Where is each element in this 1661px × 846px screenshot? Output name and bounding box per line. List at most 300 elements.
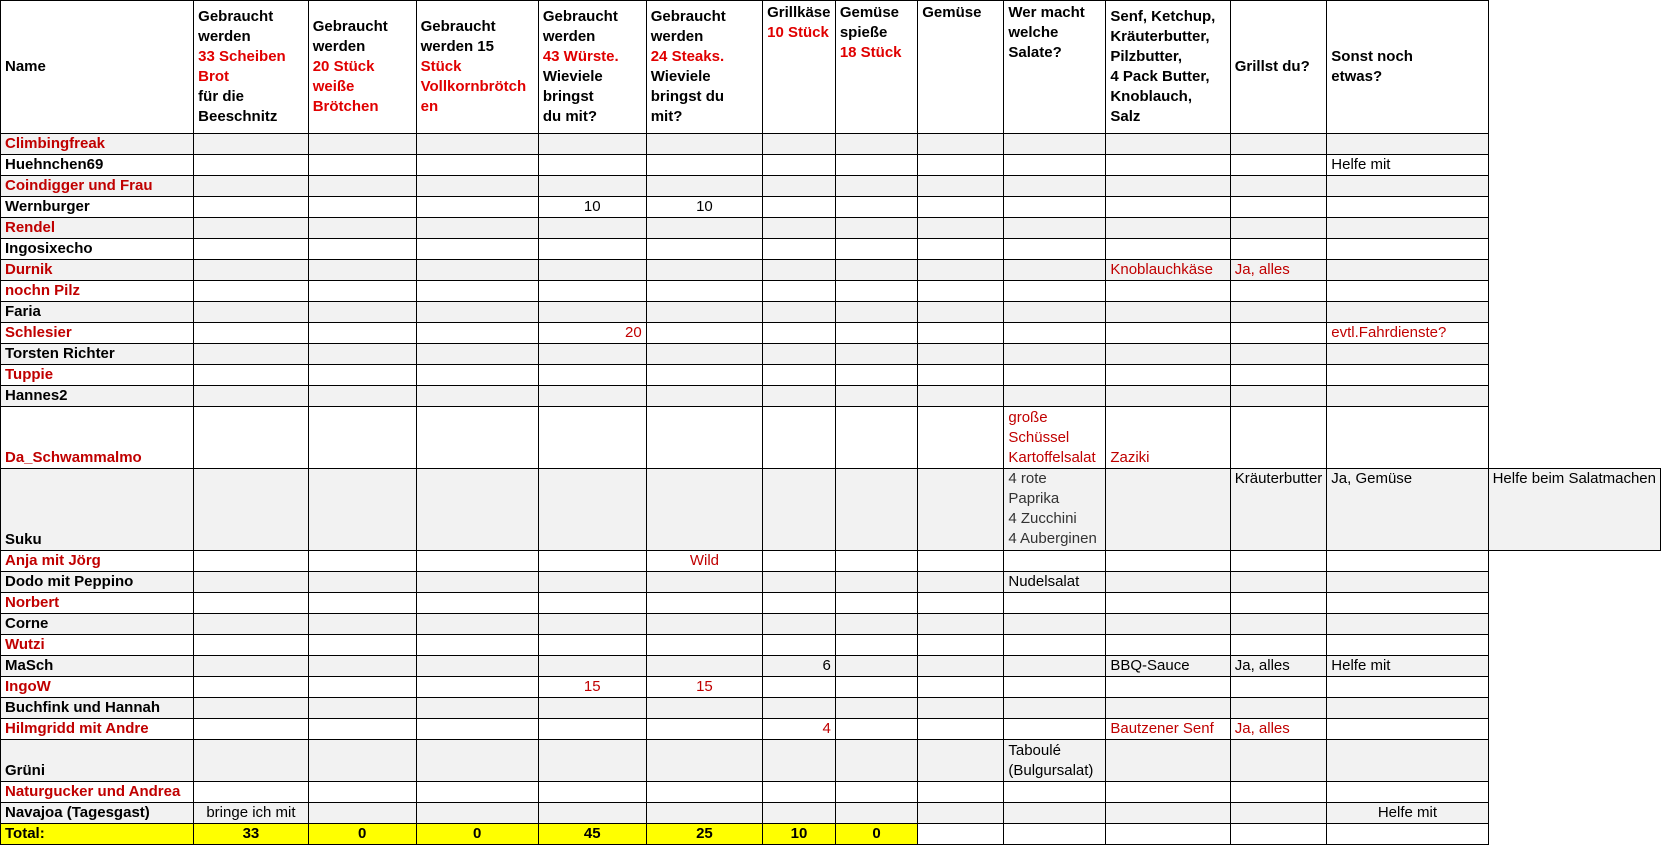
cell-weisse-broetchen[interactable]	[308, 302, 416, 323]
participant-name[interactable]: Wutzi	[1, 635, 194, 656]
cell-senf-ketchup[interactable]	[1106, 323, 1230, 344]
cell-gemuesespiesse[interactable]	[835, 239, 917, 260]
cell-gemuese[interactable]	[918, 407, 1004, 469]
cell-gemuese[interactable]	[918, 176, 1004, 197]
cell-weisse-broetchen[interactable]	[308, 635, 416, 656]
participant-name[interactable]: Ingosixecho	[1, 239, 194, 260]
cell-brot[interactable]	[194, 176, 309, 197]
cell-gemuese[interactable]	[918, 593, 1004, 614]
cell-salate[interactable]	[1004, 656, 1106, 677]
cell-senf-ketchup[interactable]: BBQ-Sauce	[1106, 656, 1230, 677]
cell-sonst-noch[interactable]	[1327, 698, 1488, 719]
cell-vollkornbroetchen[interactable]	[416, 635, 538, 656]
cell-grillst-du[interactable]	[1230, 218, 1327, 239]
cell-grillst-du[interactable]	[1230, 365, 1327, 386]
cell-wuerste[interactable]	[538, 407, 646, 469]
cell-vollkornbroetchen[interactable]	[416, 782, 538, 803]
cell-grillkaese[interactable]	[763, 551, 836, 572]
participant-name[interactable]: Grüni	[1, 740, 194, 782]
cell-senf-ketchup[interactable]	[1106, 197, 1230, 218]
cell-sonst-noch[interactable]	[1327, 218, 1488, 239]
cell-grillkaese[interactable]	[763, 469, 836, 551]
cell-senf-ketchup[interactable]	[1106, 803, 1230, 824]
cell-grillst-du[interactable]	[1230, 803, 1327, 824]
cell-wuerste[interactable]: 10	[538, 197, 646, 218]
cell-sonst-noch[interactable]: Helfe mit	[1327, 656, 1488, 677]
participant-name[interactable]: Norbert	[1, 593, 194, 614]
column-header-gemuesespiesse[interactable]	[835, 1, 917, 134]
cell-grillkaese[interactable]	[763, 260, 836, 281]
cell-steaks[interactable]	[646, 469, 762, 551]
cell-sonst-noch[interactable]	[1327, 239, 1488, 260]
cell-wuerste[interactable]	[538, 365, 646, 386]
cell-grillkaese[interactable]	[763, 155, 836, 176]
cell-sonst-noch[interactable]	[1327, 677, 1488, 698]
participant-name[interactable]: Hannes2	[1, 386, 194, 407]
participant-name[interactable]: Rendel	[1, 218, 194, 239]
cell-vollkornbroetchen[interactable]	[416, 197, 538, 218]
cell-gemuese[interactable]	[918, 740, 1004, 782]
cell-wuerste[interactable]	[538, 635, 646, 656]
cell-weisse-broetchen[interactable]	[308, 407, 416, 469]
cell-grillst-du[interactable]	[1230, 176, 1327, 197]
cell-gemuese[interactable]	[918, 572, 1004, 593]
cell-steaks[interactable]: Wild	[646, 551, 762, 572]
cell-steaks[interactable]	[646, 365, 762, 386]
cell-senf-ketchup[interactable]	[1106, 469, 1230, 551]
cell-grillkaese[interactable]	[763, 803, 836, 824]
participant-name[interactable]: Dodo mit Peppino	[1, 572, 194, 593]
cell-brot[interactable]	[194, 572, 309, 593]
cell-grillst-du[interactable]	[1230, 344, 1327, 365]
cell-steaks[interactable]	[646, 218, 762, 239]
cell-steaks[interactable]	[646, 635, 762, 656]
cell-weisse-broetchen[interactable]	[308, 176, 416, 197]
cell-grillst-du[interactable]	[1230, 635, 1327, 656]
cell-gemuesespiesse[interactable]	[835, 698, 917, 719]
cell-grillst-du[interactable]	[1230, 197, 1327, 218]
cell-gemuesespiesse[interactable]	[835, 740, 917, 782]
cell-steaks[interactable]	[646, 134, 762, 155]
cell-gemuesespiesse[interactable]	[835, 719, 917, 740]
cell-grillkaese[interactable]	[763, 365, 836, 386]
cell-steaks[interactable]	[646, 407, 762, 469]
cell-weisse-broetchen[interactable]	[308, 572, 416, 593]
column-header-wuerste[interactable]	[538, 1, 646, 134]
participant-name[interactable]: Schlesier	[1, 323, 194, 344]
cell-salate[interactable]	[1004, 197, 1106, 218]
cell-brot[interactable]	[194, 469, 309, 551]
cell-vollkornbroetchen[interactable]	[416, 260, 538, 281]
cell-salate[interactable]	[1004, 469, 1106, 551]
column-header-salate[interactable]	[1004, 1, 1106, 134]
participant-name[interactable]: Coindigger und Frau	[1, 176, 194, 197]
cell-gemuese[interactable]	[918, 698, 1004, 719]
cell-vollkornbroetchen[interactable]	[416, 407, 538, 469]
cell-gemuese[interactable]	[918, 719, 1004, 740]
cell-sonst-noch[interactable]	[1327, 197, 1488, 218]
cell-senf-ketchup[interactable]	[1106, 239, 1230, 260]
cell-salate[interactable]	[1004, 614, 1106, 635]
cell-steaks[interactable]	[646, 572, 762, 593]
cell-senf-ketchup[interactable]	[1106, 740, 1230, 782]
cell-gemuesespiesse[interactable]	[835, 302, 917, 323]
participant-name[interactable]: Torsten Richter	[1, 344, 194, 365]
column-header-gemuese[interactable]	[918, 1, 1004, 134]
cell-vollkornbroetchen[interactable]	[416, 698, 538, 719]
cell-weisse-broetchen[interactable]	[308, 323, 416, 344]
cell-senf-ketchup[interactable]	[1106, 698, 1230, 719]
cell-senf-ketchup[interactable]	[1106, 551, 1230, 572]
cell-weisse-broetchen[interactable]	[308, 260, 416, 281]
cell-brot[interactable]	[194, 740, 309, 782]
cell-weisse-broetchen[interactable]	[308, 593, 416, 614]
cell-grillst-du[interactable]	[1230, 572, 1327, 593]
cell-brot[interactable]	[194, 344, 309, 365]
cell-brot[interactable]	[194, 719, 309, 740]
cell-grillkaese[interactable]	[763, 302, 836, 323]
cell-vollkornbroetchen[interactable]	[416, 218, 538, 239]
cell-grillkaese[interactable]	[763, 635, 836, 656]
participant-name[interactable]: Tuppie	[1, 365, 194, 386]
cell-vollkornbroetchen[interactable]	[416, 239, 538, 260]
cell-steaks[interactable]	[646, 656, 762, 677]
cell-sonst-noch[interactable]: Helfe mit	[1327, 155, 1488, 176]
cell-weisse-broetchen[interactable]	[308, 656, 416, 677]
cell-grillkaese[interactable]	[763, 740, 836, 782]
cell-senf-ketchup[interactable]	[1106, 593, 1230, 614]
cell-grillst-du[interactable]	[1230, 134, 1327, 155]
cell-grillst-du[interactable]	[1230, 782, 1327, 803]
participant-name[interactable]: Buchfink und Hannah	[1, 698, 194, 719]
cell-gemuese[interactable]	[918, 656, 1004, 677]
column-header-name[interactable]	[1, 1, 194, 134]
cell-weisse-broetchen[interactable]	[308, 614, 416, 635]
cell-vollkornbroetchen[interactable]	[416, 719, 538, 740]
cell-salate[interactable]	[1004, 740, 1106, 782]
cell-weisse-broetchen[interactable]	[308, 677, 416, 698]
cell-grillkaese[interactable]	[763, 176, 836, 197]
cell-gemuese[interactable]	[918, 803, 1004, 824]
cell-senf-ketchup[interactable]: Zaziki	[1106, 407, 1230, 469]
cell-gemuese[interactable]	[918, 302, 1004, 323]
cell-sonst-noch[interactable]	[1327, 635, 1488, 656]
cell-grillst-du[interactable]	[1230, 593, 1327, 614]
cell-senf-ketchup[interactable]	[1106, 134, 1230, 155]
cell-wuerste[interactable]	[538, 698, 646, 719]
cell-vollkornbroetchen[interactable]	[416, 677, 538, 698]
participant-name[interactable]: Climbingfreak	[1, 134, 194, 155]
cell-grillkaese[interactable]	[763, 698, 836, 719]
cell-grillst-du[interactable]: Ja, alles	[1230, 656, 1327, 677]
cell-wuerste[interactable]: 20	[538, 323, 646, 344]
cell-gemuese[interactable]	[918, 782, 1004, 803]
cell-brot[interactable]	[194, 551, 309, 572]
cell-brot[interactable]	[194, 614, 309, 635]
cell-vollkornbroetchen[interactable]	[416, 386, 538, 407]
cell-salate[interactable]: Nudelsalat	[1004, 572, 1106, 593]
cell-steaks[interactable]	[646, 155, 762, 176]
cell-wuerste[interactable]	[538, 134, 646, 155]
cell-sonst-noch[interactable]	[1327, 386, 1488, 407]
cell-wuerste[interactable]	[538, 656, 646, 677]
cell-gemuese[interactable]	[918, 239, 1004, 260]
cell-steaks[interactable]	[646, 260, 762, 281]
cell-brot[interactable]	[194, 218, 309, 239]
cell-wuerste[interactable]	[538, 155, 646, 176]
cell-vollkornbroetchen[interactable]	[416, 614, 538, 635]
cell-grillst-du[interactable]: Kräuterbutter	[1230, 469, 1327, 551]
cell-gemuese[interactable]	[918, 218, 1004, 239]
cell-gemuese[interactable]	[918, 614, 1004, 635]
cell-gemuese[interactable]	[918, 260, 1004, 281]
column-header-senf-ketchup[interactable]	[1106, 1, 1230, 134]
cell-grillkaese[interactable]	[763, 782, 836, 803]
cell-brot[interactable]	[194, 386, 309, 407]
cell-vollkornbroetchen[interactable]	[416, 134, 538, 155]
cell-wuerste[interactable]	[538, 740, 646, 782]
cell-brot[interactable]	[194, 635, 309, 656]
cell-gemuese[interactable]	[918, 134, 1004, 155]
cell-wuerste[interactable]	[538, 469, 646, 551]
cell-brot[interactable]	[194, 593, 309, 614]
cell-gemuese[interactable]	[918, 551, 1004, 572]
cell-gemuesespiesse[interactable]	[835, 635, 917, 656]
cell-sonst-noch[interactable]	[1327, 302, 1488, 323]
cell-grillst-du[interactable]	[1230, 302, 1327, 323]
cell-steaks[interactable]	[646, 302, 762, 323]
cell-gemuesespiesse[interactable]	[835, 365, 917, 386]
cell-weisse-broetchen[interactable]	[308, 134, 416, 155]
participant-name[interactable]: Anja mit Jörg	[1, 551, 194, 572]
cell-sonst-noch[interactable]	[1327, 719, 1488, 740]
cell-senf-ketchup[interactable]	[1106, 302, 1230, 323]
cell-senf-ketchup[interactable]: Bautzener Senf	[1106, 719, 1230, 740]
cell-salate[interactable]	[1004, 344, 1106, 365]
cell-brot[interactable]	[194, 155, 309, 176]
cell-gemuesespiesse[interactable]	[835, 176, 917, 197]
cell-salate[interactable]	[1004, 176, 1106, 197]
cell-vollkornbroetchen[interactable]	[416, 551, 538, 572]
cell-senf-ketchup[interactable]	[1106, 677, 1230, 698]
cell-grillkaese[interactable]	[763, 593, 836, 614]
cell-gemuese[interactable]	[918, 344, 1004, 365]
cell-brot[interactable]	[194, 134, 309, 155]
cell-vollkornbroetchen[interactable]	[416, 803, 538, 824]
participant-name[interactable]: Naturgucker und Andrea	[1, 782, 194, 803]
cell-brot[interactable]: bringe ich mit	[194, 803, 309, 824]
cell-salate[interactable]	[1004, 218, 1106, 239]
cell-gemuesespiesse[interactable]	[835, 155, 917, 176]
cell-wuerste[interactable]	[538, 218, 646, 239]
cell-gemuese[interactable]	[918, 677, 1004, 698]
cell-grillst-du[interactable]	[1230, 155, 1327, 176]
cell-grillkaese[interactable]	[763, 677, 836, 698]
cell-senf-ketchup[interactable]	[1106, 614, 1230, 635]
cell-grillkaese[interactable]	[763, 344, 836, 365]
cell-grillkaese[interactable]	[763, 239, 836, 260]
cell-senf-ketchup[interactable]	[1106, 176, 1230, 197]
cell-steaks[interactable]	[646, 323, 762, 344]
cell-steaks[interactable]	[646, 281, 762, 302]
cell-vollkornbroetchen[interactable]	[416, 344, 538, 365]
cell-wuerste[interactable]	[538, 551, 646, 572]
cell-weisse-broetchen[interactable]	[308, 386, 416, 407]
cell-steaks[interactable]	[646, 698, 762, 719]
cell-grillst-du[interactable]	[1230, 407, 1327, 469]
cell-grillst-du[interactable]	[1230, 323, 1327, 344]
cell-steaks[interactable]: 10	[646, 197, 762, 218]
cell-undefined[interactable]: Helfe beim Salatmachen	[1488, 469, 1660, 551]
participant-name[interactable]: Navajoa (Tagesgast)	[1, 803, 194, 824]
cell-gemuesespiesse[interactable]	[835, 803, 917, 824]
cell-grillkaese[interactable]	[763, 134, 836, 155]
cell-salate[interactable]	[1004, 782, 1106, 803]
cell-salate[interactable]	[1004, 698, 1106, 719]
cell-gemuesespiesse[interactable]	[835, 323, 917, 344]
cell-weisse-broetchen[interactable]	[308, 469, 416, 551]
cell-salate[interactable]	[1004, 677, 1106, 698]
cell-grillst-du[interactable]	[1230, 740, 1327, 782]
cell-grillkaese[interactable]: 4	[763, 719, 836, 740]
cell-grillkaese[interactable]	[763, 614, 836, 635]
cell-sonst-noch[interactable]	[1327, 176, 1488, 197]
cell-vollkornbroetchen[interactable]	[416, 323, 538, 344]
participant-name[interactable]: Corne	[1, 614, 194, 635]
column-header-vollkornbroetchen[interactable]	[416, 1, 538, 134]
cell-gemuesespiesse[interactable]	[835, 469, 917, 551]
cell-senf-ketchup[interactable]	[1106, 281, 1230, 302]
cell-salate[interactable]	[1004, 239, 1106, 260]
cell-brot[interactable]	[194, 677, 309, 698]
cell-gemuese[interactable]	[918, 635, 1004, 656]
cell-wuerste[interactable]	[538, 782, 646, 803]
cell-gemuesespiesse[interactable]	[835, 386, 917, 407]
cell-wuerste[interactable]	[538, 803, 646, 824]
cell-weisse-broetchen[interactable]	[308, 803, 416, 824]
cell-weisse-broetchen[interactable]	[308, 782, 416, 803]
cell-grillkaese[interactable]	[763, 572, 836, 593]
cell-weisse-broetchen[interactable]	[308, 197, 416, 218]
cell-grillst-du[interactable]	[1230, 698, 1327, 719]
cell-gemuesespiesse[interactable]	[835, 677, 917, 698]
cell-senf-ketchup[interactable]	[1106, 365, 1230, 386]
cell-wuerste[interactable]	[538, 260, 646, 281]
cell-sonst-noch[interactable]	[1327, 614, 1488, 635]
participant-name[interactable]: Hilmgridd mit Andre	[1, 719, 194, 740]
cell-wuerste[interactable]: 15	[538, 677, 646, 698]
cell-grillkaese[interactable]	[763, 197, 836, 218]
cell-senf-ketchup[interactable]: Knoblauchkäse	[1106, 260, 1230, 281]
cell-wuerste[interactable]	[538, 344, 646, 365]
cell-weisse-broetchen[interactable]	[308, 551, 416, 572]
cell-grillkaese[interactable]: 6	[763, 656, 836, 677]
cell-sonst-noch[interactable]	[1327, 260, 1488, 281]
cell-sonst-noch[interactable]	[1327, 593, 1488, 614]
cell-sonst-noch[interactable]	[1327, 134, 1488, 155]
cell-brot[interactable]	[194, 782, 309, 803]
cell-gemuesespiesse[interactable]	[835, 656, 917, 677]
cell-salate[interactable]	[1004, 134, 1106, 155]
cell-gemuese[interactable]	[918, 469, 1004, 551]
participant-name[interactable]: Durnik	[1, 260, 194, 281]
cell-steaks[interactable]	[646, 782, 762, 803]
cell-grillst-du[interactable]: Ja, alles	[1230, 260, 1327, 281]
cell-salate[interactable]	[1004, 803, 1106, 824]
cell-brot[interactable]	[194, 281, 309, 302]
cell-steaks[interactable]	[646, 614, 762, 635]
cell-wuerste[interactable]	[538, 719, 646, 740]
cell-vollkornbroetchen[interactable]	[416, 656, 538, 677]
cell-salate[interactable]	[1004, 155, 1106, 176]
cell-gemuese[interactable]	[918, 281, 1004, 302]
cell-wuerste[interactable]	[538, 572, 646, 593]
cell-gemuesespiesse[interactable]	[835, 407, 917, 469]
cell-steaks[interactable]	[646, 740, 762, 782]
participant-name[interactable]: Wernburger	[1, 197, 194, 218]
cell-wuerste[interactable]	[538, 302, 646, 323]
cell-grillst-du[interactable]	[1230, 386, 1327, 407]
participant-name[interactable]: Faria	[1, 302, 194, 323]
cell-vollkornbroetchen[interactable]	[416, 572, 538, 593]
cell-brot[interactable]	[194, 407, 309, 469]
cell-weisse-broetchen[interactable]	[308, 239, 416, 260]
cell-weisse-broetchen[interactable]	[308, 281, 416, 302]
cell-wuerste[interactable]	[538, 386, 646, 407]
cell-senf-ketchup[interactable]	[1106, 155, 1230, 176]
cell-vollkornbroetchen[interactable]	[416, 302, 538, 323]
cell-sonst-noch[interactable]	[1327, 551, 1488, 572]
cell-salate[interactable]	[1004, 386, 1106, 407]
cell-brot[interactable]	[194, 239, 309, 260]
cell-weisse-broetchen[interactable]	[308, 218, 416, 239]
cell-gemuese[interactable]	[918, 197, 1004, 218]
cell-sonst-noch[interactable]: Ja, Gemüse	[1327, 469, 1488, 551]
cell-gemuesespiesse[interactable]	[835, 134, 917, 155]
column-header-sonst-noch[interactable]	[1327, 1, 1488, 134]
cell-sonst-noch[interactable]	[1327, 740, 1488, 782]
cell-gemuesespiesse[interactable]	[835, 782, 917, 803]
cell-grillkaese[interactable]	[763, 386, 836, 407]
cell-steaks[interactable]	[646, 344, 762, 365]
cell-weisse-broetchen[interactable]	[308, 740, 416, 782]
cell-sonst-noch[interactable]	[1327, 572, 1488, 593]
cell-salate[interactable]	[1004, 365, 1106, 386]
cell-steaks[interactable]	[646, 386, 762, 407]
cell-weisse-broetchen[interactable]	[308, 698, 416, 719]
cell-weisse-broetchen[interactable]	[308, 344, 416, 365]
cell-salate[interactable]	[1004, 635, 1106, 656]
column-header-steaks[interactable]	[646, 1, 762, 134]
cell-grillkaese[interactable]	[763, 218, 836, 239]
cell-brot[interactable]	[194, 302, 309, 323]
participant-name[interactable]: Huehnchen69	[1, 155, 194, 176]
cell-brot[interactable]	[194, 260, 309, 281]
cell-sonst-noch[interactable]: evtl.Fahrdienste?	[1327, 323, 1488, 344]
cell-brot[interactable]	[194, 323, 309, 344]
cell-weisse-broetchen[interactable]	[308, 719, 416, 740]
cell-gemuesespiesse[interactable]	[835, 260, 917, 281]
cell-vollkornbroetchen[interactable]	[416, 281, 538, 302]
cell-senf-ketchup[interactable]	[1106, 344, 1230, 365]
cell-senf-ketchup[interactable]	[1106, 635, 1230, 656]
cell-brot[interactable]	[194, 197, 309, 218]
cell-brot[interactable]	[194, 698, 309, 719]
cell-grillst-du[interactable]	[1230, 239, 1327, 260]
cell-wuerste[interactable]	[538, 614, 646, 635]
cell-grillst-du[interactable]	[1230, 281, 1327, 302]
cell-weisse-broetchen[interactable]	[308, 155, 416, 176]
